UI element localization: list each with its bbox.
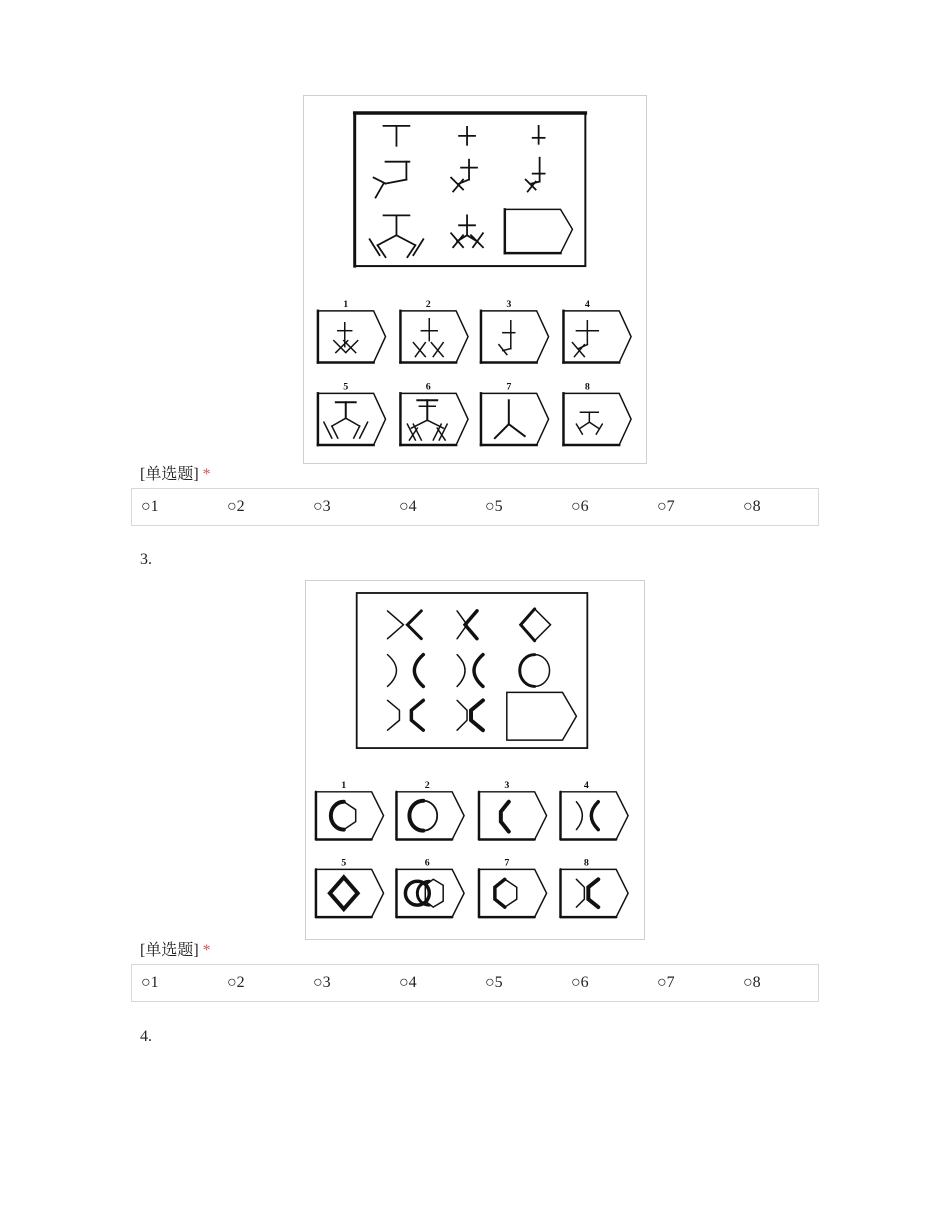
- option-3[interactable]: ○3: [313, 974, 331, 991]
- choice-box-6: [396, 869, 464, 917]
- option-5[interactable]: ○5: [485, 974, 503, 991]
- choice-number-5: 5: [343, 381, 349, 393]
- cell-r1c3: [521, 609, 551, 641]
- choice-number-1: 1: [341, 779, 347, 791]
- option-6[interactable]: ○6: [571, 498, 589, 515]
- question-2-type-label: [140, 465, 211, 485]
- choice-box-2: [396, 792, 464, 840]
- choice-number-3: 3: [504, 779, 510, 791]
- choice-box-2: [400, 311, 468, 363]
- cell-r2c3: [520, 655, 550, 687]
- cell-r1c1: [384, 126, 410, 146]
- choice-box-7: [479, 869, 547, 917]
- question-3-type-label: [140, 941, 211, 961]
- choice-box-1: [316, 792, 384, 840]
- cell-r2c1: [374, 162, 410, 198]
- cell-r2c3: [526, 158, 545, 192]
- cell-r3c2: [457, 700, 483, 730]
- question-2-figure-svg: [304, 96, 646, 463]
- choice-box-4: [560, 792, 628, 840]
- option-4[interactable]: ○4: [399, 974, 417, 991]
- choice-number-4: 4: [583, 779, 589, 791]
- choice-number-5: 5: [341, 857, 347, 869]
- cell-r1c2: [457, 611, 477, 639]
- option-5[interactable]: ○5: [485, 498, 503, 515]
- question-type: [单选题]: [140, 466, 199, 483]
- choice-number-8: 8: [584, 381, 590, 393]
- choice-box-5: [316, 869, 384, 917]
- choice-number-1: 1: [343, 298, 349, 310]
- choice-number-6: 6: [424, 857, 430, 869]
- question-3-figure-svg: [306, 581, 644, 939]
- cell-r2c1: [388, 655, 424, 687]
- cell-r3c1: [370, 215, 424, 257]
- option-2[interactable]: ○2: [227, 974, 245, 991]
- question-2-figure: [303, 95, 647, 464]
- option-3[interactable]: ○3: [313, 498, 331, 515]
- cell-r3c1: [388, 700, 424, 730]
- option-4[interactable]: ○4: [399, 498, 417, 515]
- option-1[interactable]: ○1: [141, 974, 159, 991]
- choice-box-1: [318, 311, 386, 363]
- question-3-options: [131, 964, 819, 1002]
- choice-box-6: [400, 393, 468, 445]
- question-type: [单选题]: [140, 942, 199, 959]
- answer-cell-blank: [507, 692, 577, 740]
- cell-r1c3: [533, 126, 545, 144]
- choice-number-7: 7: [506, 381, 512, 393]
- choice-number-3: 3: [506, 298, 512, 310]
- required-mark: *: [202, 942, 211, 959]
- option-7[interactable]: ○7: [657, 974, 675, 991]
- cell-r1c2: [459, 127, 475, 145]
- choice-number-7: 7: [504, 857, 510, 869]
- choice-number-4: 4: [584, 298, 590, 310]
- answer-cell-blank: [505, 209, 573, 253]
- question-3-number: 3.: [140, 551, 152, 568]
- option-6[interactable]: ○6: [571, 974, 589, 991]
- choice-number-2: 2: [425, 298, 431, 310]
- question-4-number: 4.: [140, 1028, 152, 1045]
- choice-box-3: [479, 792, 547, 840]
- choice-box-5: [318, 393, 386, 445]
- choice-number-8: 8: [583, 857, 589, 869]
- cell-r3c2: [451, 215, 483, 247]
- choice-number-2: 2: [424, 779, 430, 791]
- option-8[interactable]: ○8: [743, 498, 761, 515]
- required-mark: *: [202, 466, 211, 483]
- cell-r2c2: [457, 655, 483, 687]
- choice-box-8: [560, 869, 628, 917]
- option-7[interactable]: ○7: [657, 498, 675, 515]
- choice-box-3: [481, 311, 549, 363]
- choice-box-7: [481, 393, 549, 445]
- choice-box-4: [563, 311, 631, 363]
- option-2[interactable]: ○2: [227, 498, 245, 515]
- cell-r1c1: [388, 611, 422, 639]
- choice-box-8: [563, 393, 631, 445]
- choice-number-6: 6: [425, 381, 431, 393]
- question-2-options: [131, 488, 819, 526]
- question-3-figure: [305, 580, 645, 940]
- cell-r2c2: [451, 160, 477, 192]
- option-8[interactable]: ○8: [743, 974, 761, 991]
- option-1[interactable]: ○1: [141, 498, 159, 515]
